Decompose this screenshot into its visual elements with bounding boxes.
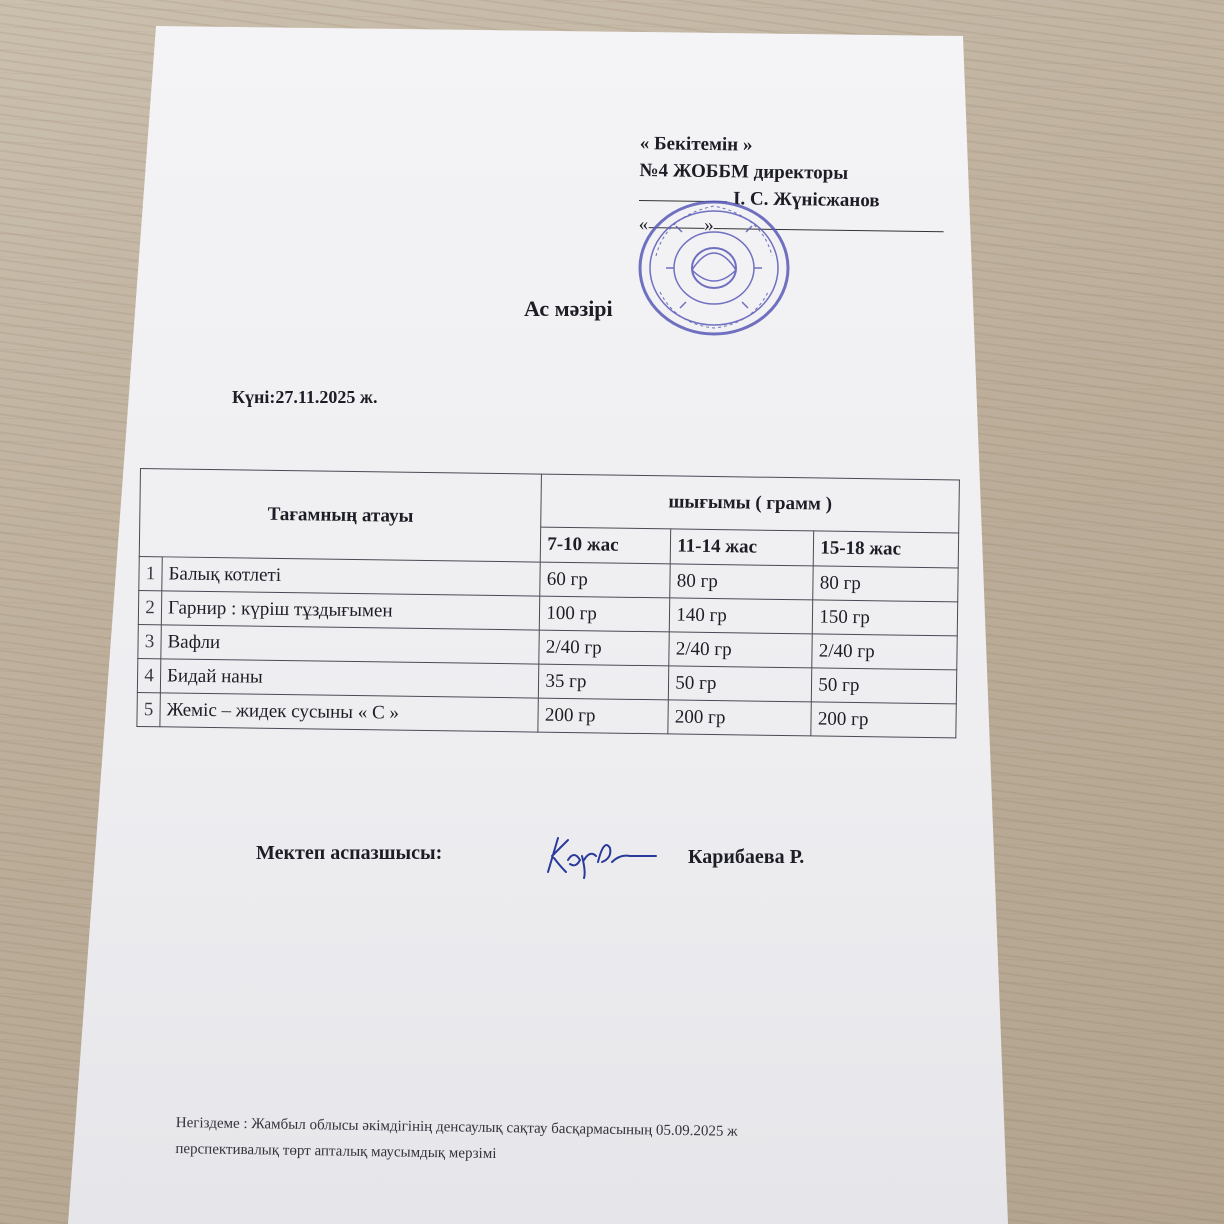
header-dish-name: Тағамның атауы [139,469,542,563]
dish-name: Жеміс – жидек сусыны « С » [160,693,539,732]
row-number: 1 [139,556,162,590]
portion-15-18: 150 гр [813,600,958,636]
dish-name: Вафли [161,625,540,664]
dish-name: Бидай наны [160,659,539,698]
portion-7-10: 2/40 гр [539,630,669,666]
portion-15-18: 2/40 гр [812,634,957,670]
row-number: 3 [138,624,161,658]
row-number: 2 [138,590,161,624]
date-quote-close: » [704,214,714,237]
table-header-row [140,469,960,533]
portion-11-14: 50 гр [669,666,812,702]
portion-7-10: 35 гр [539,664,669,700]
official-stamp [636,196,792,336]
portion-11-14: 2/40 гр [669,632,812,668]
date-quote-open: « [638,213,649,236]
portion-15-18: 200 гр [811,702,956,738]
header-output: шығымы ( грамм ) [541,474,959,533]
cook-label: Мектеп аспазшысы: [256,842,443,864]
portion-7-10: 60 гр [540,562,670,598]
portion-7-10: 200 гр [538,698,668,734]
portion-15-18: 80 гр [813,566,958,602]
basis-note [175,1110,738,1171]
portion-15-18: 50 гр [812,668,957,704]
dish-name: Балық котлеті [162,557,541,596]
portion-11-14: 200 гр [668,700,811,736]
cook-signature [540,832,660,880]
cook-name: Карибаева Р. [688,846,805,868]
row-number: 5 [137,692,160,726]
header-age-11-14: 11-14 жас [671,529,814,566]
director-name: І. С. Жүнісжанов [732,188,880,212]
header-age-15-18: 15-18 жас [814,531,959,568]
header-age-7-10: 7-10 жас [541,527,671,564]
basis-line-1: Негіздеме : Жамбыл облысы әкімдігінің денсаулық сақтау басқармасының 05.09.2025 ж [175,1114,738,1140]
dish-name: Гарнир : күріш тұздығымен [161,591,540,630]
row-number: 4 [137,658,160,692]
page-title: Ас мәзірі [524,296,613,321]
portion-11-14: 80 гр [670,564,813,600]
portion-11-14: 140 гр [670,598,813,634]
approval-line-1: « Бекітемін » [639,132,753,156]
basis-line-2: перспективалық төрт апталық маусымдық мерзімі [175,1140,497,1163]
menu-date: Күні:27.11.2025 ж. [232,387,378,407]
approval-line-2: №4 ЖОББМ директоры [639,159,849,184]
menu-table [136,468,960,738]
portion-7-10: 100 гр [540,596,670,632]
